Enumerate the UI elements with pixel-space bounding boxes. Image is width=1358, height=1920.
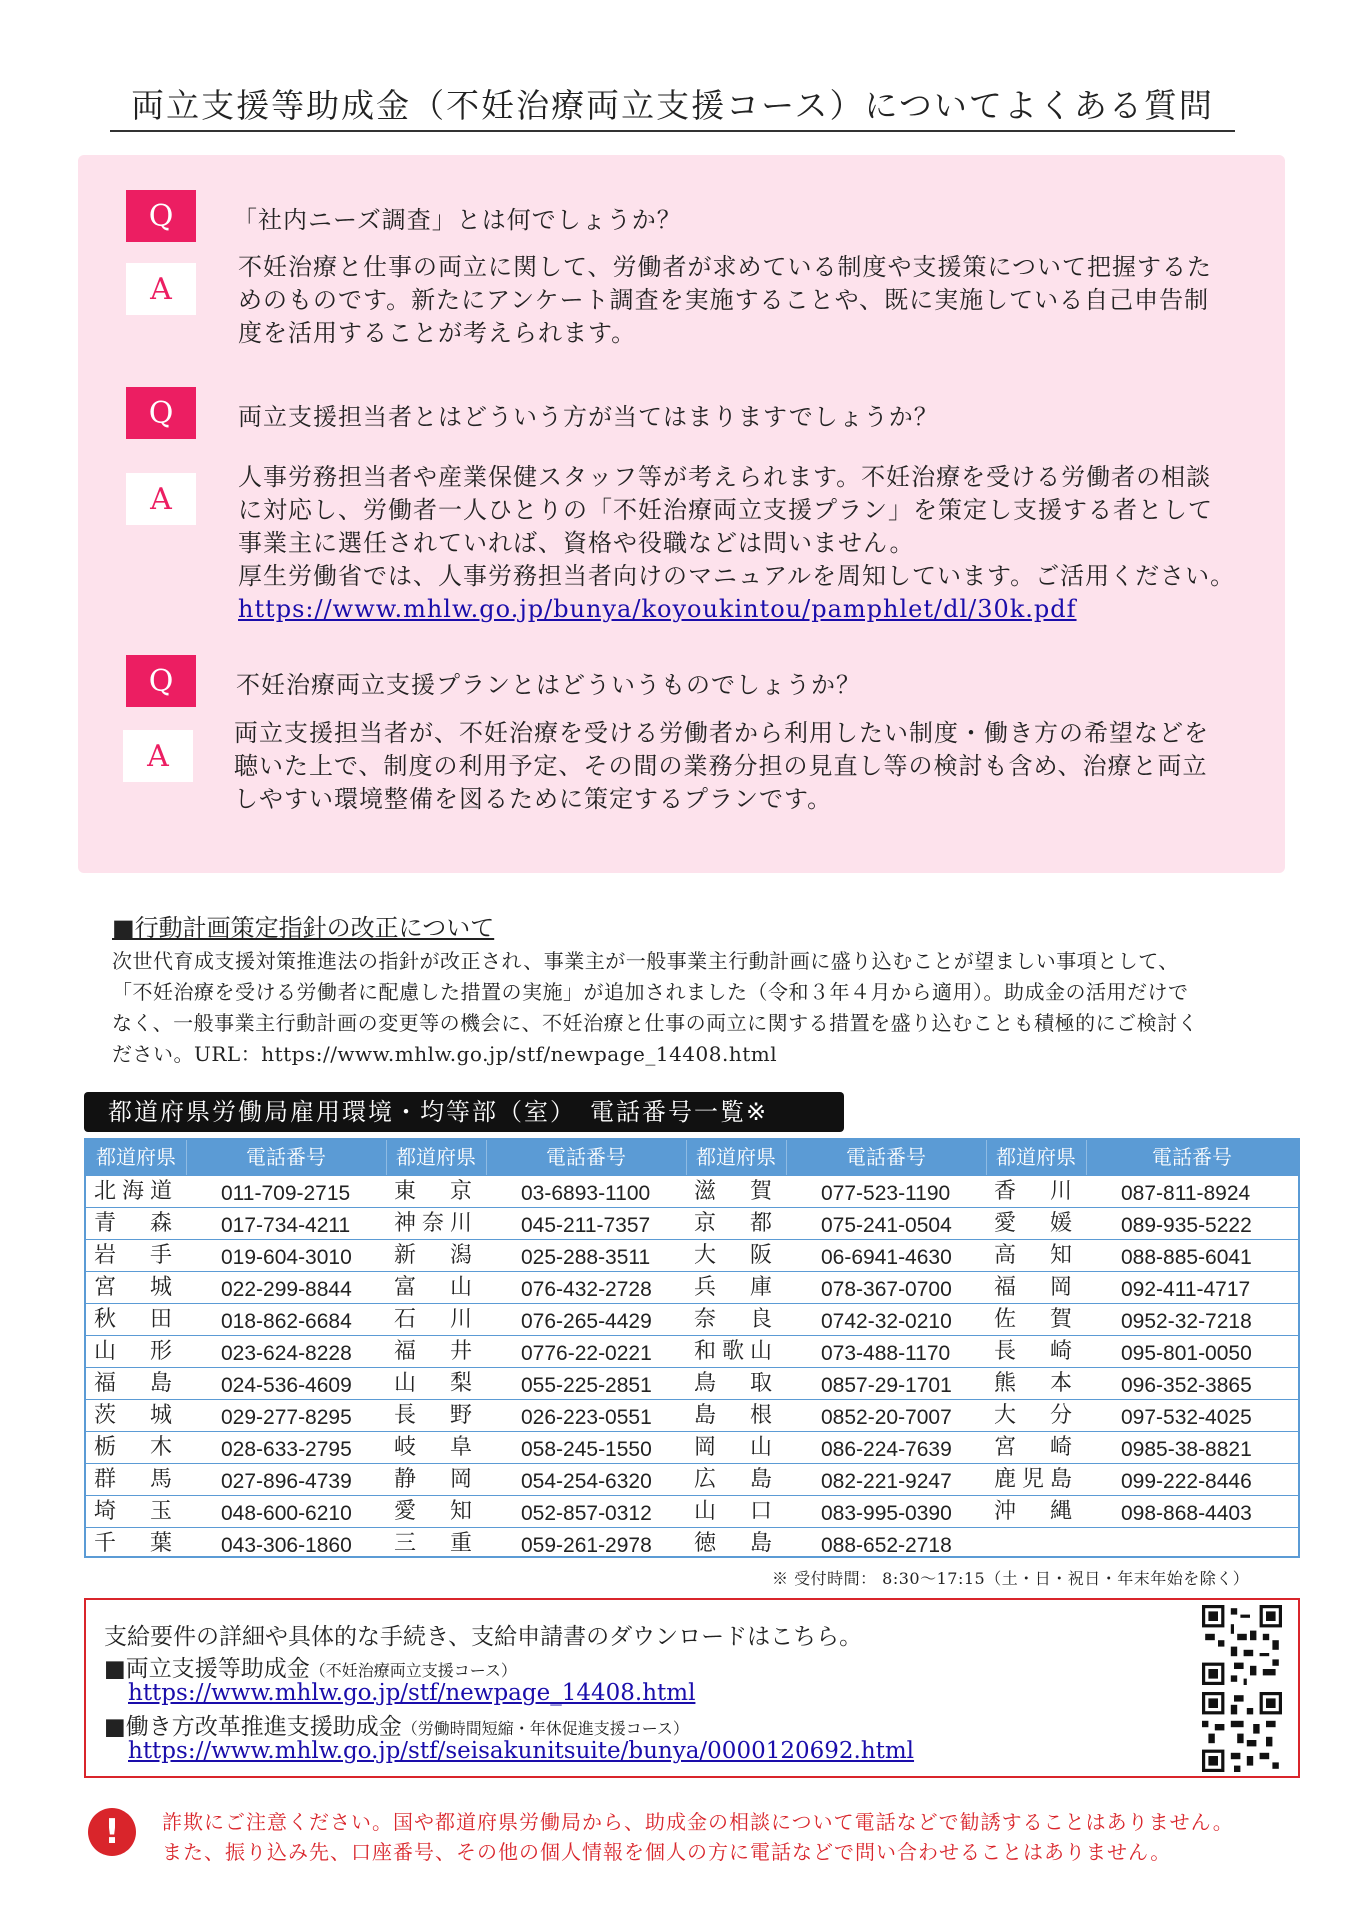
phone-number-cell: 073-488-1170: [821, 1342, 951, 1365]
phone-table-header: [86, 1140, 1298, 1175]
prefecture-cell: 岐 阜: [393, 1435, 478, 1460]
prefecture-cell: 山 梨: [393, 1371, 478, 1396]
warning-line-1: 詐欺にご注意ください。国や都道府県労働局から、助成金の相談について電話などで勧誘することはありません。: [162, 1810, 1234, 1834]
phone-number-cell: 0852-20-7007: [821, 1406, 952, 1429]
prefecture-cell: 高 知: [993, 1243, 1078, 1268]
col-pref-header: 都道府県: [996, 1145, 1076, 1169]
phone-number-cell: 0985-38-8821: [1121, 1438, 1252, 1461]
phone-number-cell: 088-652-2718: [821, 1534, 952, 1557]
a-badge: A: [126, 263, 196, 315]
prefecture-cell: 福 岡: [993, 1275, 1078, 1300]
warning-icon: !: [88, 1808, 136, 1856]
phone-number-cell: 096-352-3865: [1121, 1374, 1252, 1397]
phone-number-cell: 075-241-0504: [821, 1214, 952, 1237]
phone-number-cell: 06-6941-4630: [821, 1246, 952, 1269]
faq-question-1: 「社内ニーズ調査」とは何でしょうか？: [233, 206, 682, 234]
prefecture-cell: 秋 田: [93, 1307, 178, 1332]
table-row: [86, 1207, 1298, 1240]
col-phone-header: 電話番号: [1152, 1145, 1232, 1169]
prefecture-cell: 北海道: [93, 1179, 178, 1204]
table-row: [86, 1399, 1298, 1432]
phone-number-cell: 03-6893-1100: [521, 1182, 651, 1205]
phone-number-cell: 027-896-4739: [221, 1470, 352, 1493]
reception-hours-note: ※ 受付時間： 8:30～17:15（土・日・祝日・年末年始を除く）: [772, 1569, 1250, 1588]
phone-number-cell: 059-261-2978: [521, 1534, 652, 1557]
phone-number-cell: 045-211-7357: [521, 1214, 651, 1237]
prefecture-cell: 京 都: [693, 1211, 778, 1236]
prefecture-cell: 佐 賀: [993, 1307, 1078, 1332]
phone-number-cell: 076-432-2728: [521, 1278, 652, 1301]
prefecture-cell: 千 葉: [93, 1531, 178, 1556]
prefecture-cell: 大 分: [993, 1403, 1078, 1428]
phone-number-cell: 095-801-0050: [1121, 1342, 1252, 1365]
prefecture-cell: 福 井: [393, 1339, 478, 1364]
prefecture-cell: 奈 良: [693, 1307, 778, 1332]
phone-number-cell: 043-306-1860: [221, 1534, 352, 1557]
phone-number-cell: [1121, 1530, 1291, 1562]
table-row: [86, 1239, 1298, 1272]
col-phone-header: 電話番号: [846, 1145, 926, 1169]
phone-number-cell: 023-624-8228: [221, 1342, 352, 1365]
phone-number-cell: 098-868-4403: [1121, 1502, 1252, 1525]
table-row: [86, 1431, 1298, 1464]
col-pref-header: 都道府県: [396, 1145, 476, 1169]
page-title: 両立支援等助成金（不妊治療両立支援コース）についてよくある質問: [131, 86, 1214, 125]
phone-number-cell: 0776-22-0221: [521, 1342, 652, 1365]
table-row: [86, 1175, 1298, 1208]
prefecture-cell: 滋 賀: [693, 1179, 778, 1204]
prefecture-cell: [986, 1528, 1086, 1560]
phone-number-cell: 017-734-4211: [221, 1214, 351, 1237]
prefecture-cell: 福 島: [93, 1371, 178, 1396]
phone-number-cell: 029-277-8295: [221, 1406, 352, 1429]
prefecture-cell: 愛 媛: [993, 1211, 1078, 1236]
phone-number-cell: 087-811-8924: [1121, 1182, 1251, 1205]
newpage-14408-link[interactable]: https://www.mhlw.go.jp/stf/newpage_14408.html: [128, 1680, 696, 1706]
a-badge: A: [126, 473, 196, 525]
prefecture-cell: 静 岡: [393, 1467, 478, 1492]
qr-code-icon[interactable]: [1202, 1692, 1282, 1772]
phone-number-cell: 011-709-2715: [221, 1182, 351, 1205]
q-badge: Q: [126, 655, 196, 707]
guideline-heading: ■行動計画策定指針の改正について: [112, 914, 495, 942]
prefecture-cell: 鳥 取: [693, 1371, 778, 1396]
prefecture-cell: 長 崎: [993, 1339, 1078, 1364]
phone-number-cell: 099-222-8446: [1121, 1470, 1252, 1493]
phone-number-cell: 082-221-9247: [821, 1470, 952, 1493]
prefecture-cell: 徳 島: [693, 1531, 778, 1556]
q-badge: Q: [126, 387, 196, 439]
info-item-2-link-row: [128, 1738, 914, 1764]
warning-line-2: また、振り込み先、口座番号、その他の個人情報を個人の方に電話などで問い合わせることはありません。: [162, 1840, 1172, 1864]
col-pref-header: 都道府県: [696, 1145, 776, 1169]
table-row: [86, 1527, 1298, 1560]
prefecture-cell: 石 川: [393, 1307, 478, 1332]
phone-number-cell: 058-245-1550: [521, 1438, 652, 1461]
prefecture-cell: 岩 手: [93, 1243, 178, 1268]
phone-table-heading: 都道府県労働局雇用環境・均等部（室） 電話番号一覧※: [84, 1092, 844, 1132]
table-row: [86, 1367, 1298, 1400]
prefecture-cell: 鹿児島: [993, 1467, 1078, 1492]
faq-question-2: 両立支援担当者とはどういう方が当てはまりますでしょうか？: [238, 403, 939, 431]
prefecture-cell: 沖 縄: [993, 1499, 1078, 1524]
faq-answer-1: 不妊治療と仕事の両立に関して、労働者が求めている制度や支援策について把握するた めのものです。新たにアンケート調査を実施することや、既に実施している自己申告制 度を活用することが考えられます。: [238, 253, 1213, 347]
info-item-1-link-row: [128, 1680, 695, 1706]
phone-number-cell: 083-995-0390: [821, 1502, 952, 1525]
prefecture-cell: 島 根: [693, 1403, 778, 1428]
phone-number-cell: 076-265-4429: [521, 1310, 652, 1333]
phone-number-cell: 054-254-6320: [521, 1470, 652, 1493]
prefecture-cell: 愛 知: [393, 1499, 478, 1524]
prefecture-cell: 富 山: [393, 1275, 478, 1300]
table-row: [86, 1303, 1298, 1336]
prefecture-cell: 宮 崎: [993, 1435, 1078, 1460]
phone-number-cell: 055-225-2851: [521, 1374, 652, 1397]
phone-number-cell: 019-604-3010: [221, 1246, 352, 1269]
col-phone-header: 電話番号: [546, 1145, 626, 1169]
prefecture-cell: 大 阪: [693, 1243, 778, 1268]
phone-number-cell: 028-633-2795: [221, 1438, 352, 1461]
phone-number-cell: 0857-29-1701: [821, 1374, 952, 1397]
prefecture-cell: 新 潟: [393, 1243, 478, 1268]
phone-number-cell: 092-411-4717: [1121, 1278, 1251, 1301]
info-intro: 支給要件の詳細や具体的な手続き、支給申請書のダウンロードはこちら。: [104, 1624, 863, 1650]
phone-number-cell: 018-862-6684: [221, 1310, 352, 1333]
phone-number-cell: 088-885-6041: [1121, 1246, 1252, 1269]
prefecture-cell: 広 島: [693, 1467, 778, 1492]
phone-number-cell: 077-523-1190: [821, 1182, 951, 1205]
info-item-1: ■両立支援等助成金（不妊治療両立支援コース）: [104, 1656, 517, 1682]
info-item-2: ■働き方改革推進支援助成金（労働時間短縮・年休促進支援コース）: [104, 1714, 689, 1740]
phone-number-cell: 089-935-5222: [1121, 1214, 1252, 1237]
phone-number-cell: 022-299-8844: [221, 1278, 352, 1301]
prefecture-cell: 岡 山: [693, 1435, 778, 1460]
prefecture-cell: 三 重: [393, 1531, 478, 1556]
prefecture-cell: 山 形: [93, 1339, 178, 1364]
phone-number-cell: 078-367-0700: [821, 1278, 952, 1301]
col-pref-header: 都道府県: [96, 1145, 176, 1169]
faq-answer-2: 人事労務担当者や産業保健スタッフ等が考えられます。不妊治療を受ける労働者の相談 に対応し、労働者一人ひとりの「不妊治療両立支援プラン」を策定し支援する者として 事業主に選任されていれば、資格や役職などは問いません。 厚生労働省では、人事労務担当者向けのマニュアルを周知しています。ご活用ください。 https://www.mhlw.go.jp/bunya/koyoukintou/pamphlet/dl/30k.pdf: [238, 463, 1236, 623]
phone-number-cell: 048-600-6210: [221, 1502, 352, 1525]
prefecture-cell: 東 京: [393, 1179, 478, 1204]
prefecture-cell: 群 馬: [93, 1467, 178, 1492]
phone-number-cell: 026-223-0551: [521, 1406, 652, 1429]
prefecture-cell: 長 野: [393, 1403, 478, 1428]
faq-answer-3: 両立支援担当者が、不妊治療を受ける労働者から利用したい制度・働き方の希望などを 聴いた上で、制度の利用予定、その間の業務分担の見直し等の検討も含め、治療と両立 しやすい環境整備を図るために策定するプランです。: [234, 719, 1209, 813]
phone-number-cell: 086-224-7639: [821, 1438, 952, 1461]
prefecture-cell: 和歌山: [693, 1339, 778, 1364]
faq-question-3: 不妊治療両立支援プランとはどういうものでしょうか？: [236, 671, 861, 699]
prefecture-cell: 茨 城: [93, 1403, 178, 1428]
info-box: [84, 1598, 1300, 1778]
phone-number-cell: 052-857-0312: [521, 1502, 652, 1525]
title-underline: [110, 130, 1235, 132]
prefecture-cell: 埼 玉: [93, 1499, 178, 1524]
prefecture-cell: 宮 城: [93, 1275, 178, 1300]
guideline-text: 次世代育成支援対策推進法の指針が改正され、事業主が一般事業主行動計画に盛り込むことが望ましい事項として、 「不妊治療を受ける労働者に配慮した措置の実施」が追加されました（令和３年４月から適用）。助成金の活用だけで なく、一般事業主行動計画の変更等の機会に、不妊治療と仕事の両立に関する措置を盛り込むことも積極的にご検討く ださい。URL：https://www.mhlw.go.jp/stf/newpage_14408.html: [112, 949, 1199, 1066]
prefecture-cell: 栃 木: [93, 1435, 178, 1460]
phone-number-cell: 0952-32-7218: [1121, 1310, 1252, 1333]
phone-number-cell: 025-288-3511: [521, 1246, 651, 1269]
prefecture-cell: 香 川: [993, 1179, 1078, 1204]
col-phone-header: 電話番号: [246, 1145, 326, 1169]
table-row: [86, 1271, 1298, 1304]
a-badge: A: [123, 730, 193, 782]
table-row: [86, 1495, 1298, 1528]
phone-table: [84, 1138, 1300, 1558]
prefecture-cell: 兵 庫: [693, 1275, 778, 1300]
q-badge: Q: [126, 190, 196, 242]
table-row: [86, 1335, 1298, 1368]
manual-pdf-link[interactable]: https://www.mhlw.go.jp/bunya/koyoukintou/pamphlet/dl/30k.pdf: [238, 595, 1077, 623]
phone-number-cell: 0742-32-0210: [821, 1310, 952, 1333]
faq-panel: [78, 155, 1285, 873]
qr-code-icon[interactable]: [1202, 1605, 1282, 1685]
prefecture-cell: 神奈川: [393, 1211, 478, 1236]
prefecture-cell: 熊 本: [993, 1371, 1078, 1396]
prefecture-cell: 山 口: [693, 1499, 778, 1524]
phone-number-cell: 024-536-4609: [221, 1374, 352, 1397]
table-row: [86, 1463, 1298, 1496]
phone-number-cell: 097-532-4025: [1121, 1406, 1252, 1429]
prefecture-cell: 青 森: [93, 1211, 178, 1236]
seisakunitsuite-link[interactable]: https://www.mhlw.go.jp/stf/seisakunitsuite/bunya/0000120692.html: [128, 1738, 915, 1764]
